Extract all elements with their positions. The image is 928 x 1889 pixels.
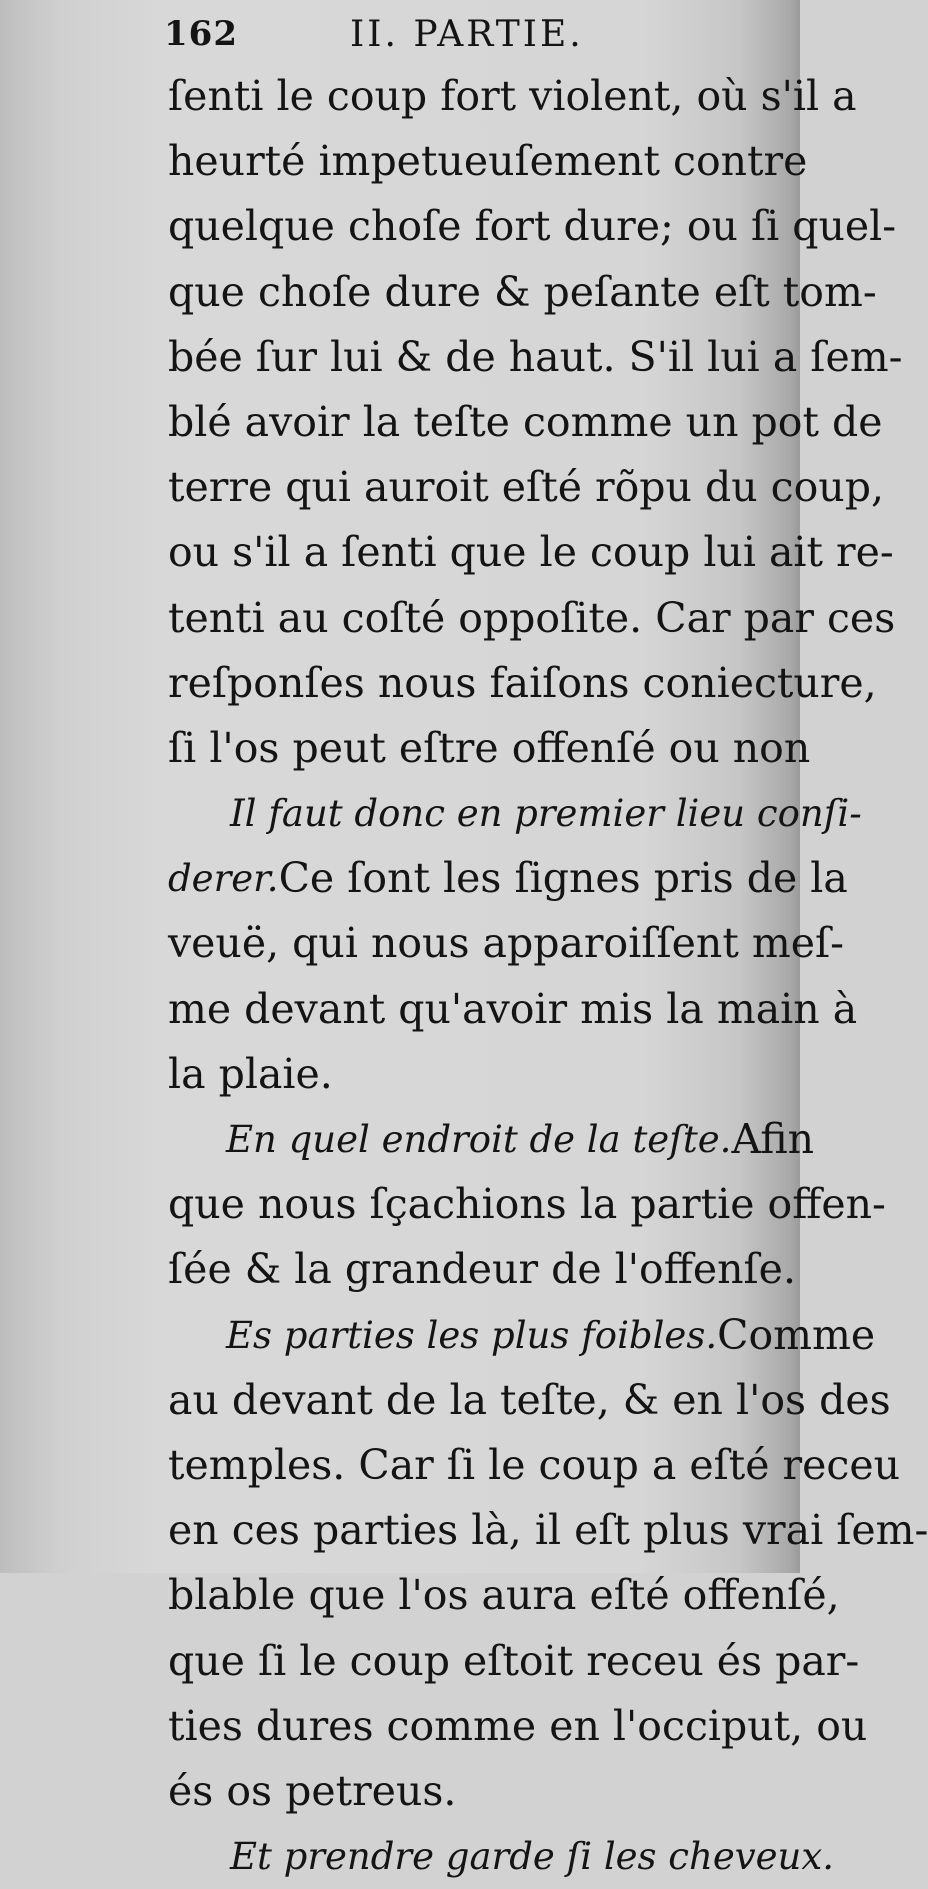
text-line: temples. Car ſi le coup a eſté receu xyxy=(168,1440,901,1489)
text-line: me devant qu'avoir mis la main à xyxy=(168,984,858,1033)
text-line: reſponſes nous faiſons coniecture, xyxy=(168,658,877,707)
text-line: ſi l'os peut eſtre offenſé ou non xyxy=(168,723,811,772)
text-line: blé avoir la teſte comme un pot de xyxy=(168,397,883,446)
text-line: bée ſur lui & de haut. S'il lui a ſem- xyxy=(168,332,903,381)
text-line: derer. Ce ſont les ſignes pris de la xyxy=(168,846,764,911)
text-line: blable que l'os aura eſté offenſé, xyxy=(168,1571,840,1620)
italic-lemma: En quel endroit de la teſte. xyxy=(226,1118,732,1161)
text-line: que ſi le coup eſtoit receu és par- xyxy=(168,1636,860,1685)
text-line-italic-lead xyxy=(168,781,862,846)
text-line: au devant de la teſte, & en l'os des xyxy=(168,1375,891,1424)
text-line-italic-lead: Es parties les plus foibles. Comme xyxy=(168,1303,764,1368)
text-line: quelque choſe fort dure; ou ſi quel- xyxy=(168,202,897,251)
body-text xyxy=(168,64,928,1889)
text-line: heurté impetueuſement contre xyxy=(168,137,808,186)
text-line: ties dures comme en l'occiput, ou xyxy=(168,1701,868,1750)
italic-lemma: Il faut donc en premier lieu conſi- xyxy=(230,792,862,836)
text-line-italic-lead: En quel endroit de la teſte. Afin xyxy=(168,1107,764,1172)
text-line: tenti au coſté oppoſite. Car par ces xyxy=(168,593,896,642)
italic-lemma: Es parties les plus foibles. xyxy=(226,1313,718,1357)
text-line: la plaie. xyxy=(168,1049,333,1098)
text-line: ſée & la grandeur de l'offenſe. xyxy=(168,1245,796,1294)
italic-lemma: derer. xyxy=(168,857,279,901)
italic-lemma: Et prendre garde ſi les cheveux. xyxy=(230,1835,835,1879)
page-header xyxy=(164,14,634,64)
text-line-italic-lead xyxy=(168,1824,835,1889)
text-line: que choſe dure & peſante eſt tom- xyxy=(168,267,877,316)
page-number: 162 xyxy=(164,14,238,54)
text-line: veuë, qui nous apparoiſſent meſ- xyxy=(168,919,844,968)
text-line: que nous ſçachions la partie offen- xyxy=(168,1180,886,1229)
text-line: ſenti le coup fort violent, où s'il a xyxy=(168,72,857,120)
text-line: és os petreus. xyxy=(168,1766,457,1815)
text-line: terre qui auroit eſté rõpu du coup, xyxy=(168,463,884,512)
running-head: II. PARTIE. xyxy=(350,14,584,55)
text-line: en ces parties là, il eſt plus vrai ſem- xyxy=(168,1506,928,1555)
text-line: ou s'il a ſenti que le coup lui ait re- xyxy=(168,528,894,577)
